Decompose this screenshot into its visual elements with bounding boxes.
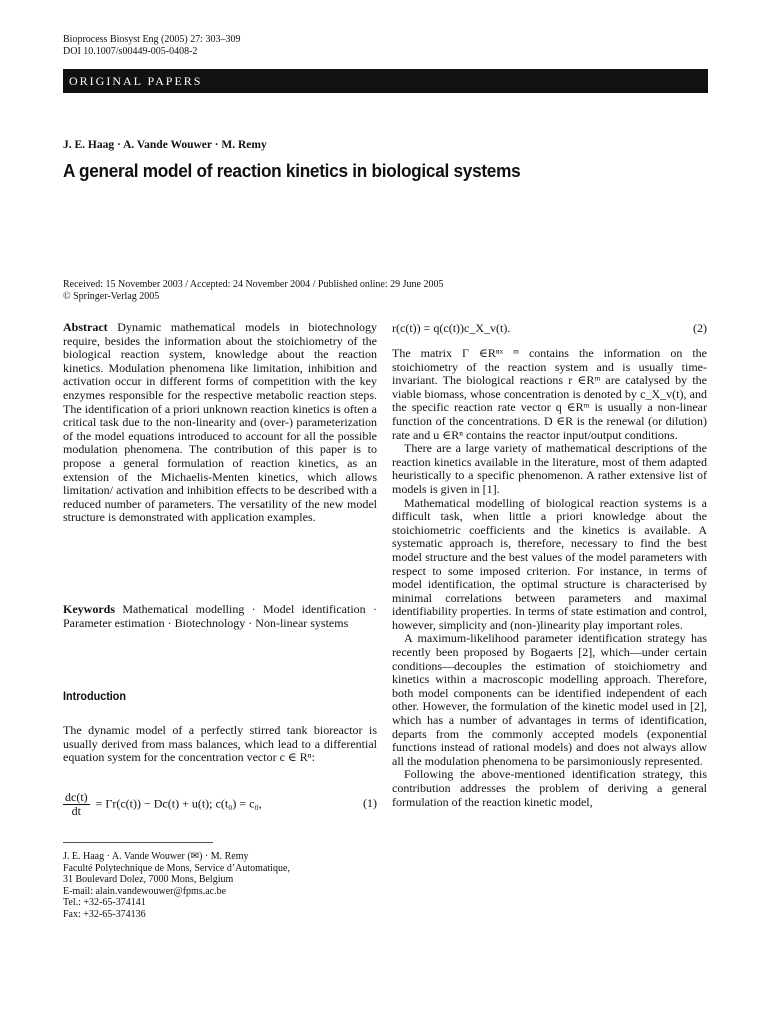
equation-1-numerator: dc(t) [65,790,88,804]
section-banner: ORIGINAL PAPERS [63,69,708,93]
abstract [63,321,377,525]
abstract-text: Dynamic mathematical models in biotechnology require, besides the information about the stoichiometry of the biological reaction system, knowledge about the reaction kinetics. Modulation phenomena like limitation, inhibition and activation occur in different forms of competition with the key enzymes responsible for the respective metabolic reaction steps. The identification of a priori unknown reaction kinetics is often a critical task due to the non-linearity and (over-) parameterization of the model equations introduced to account for all the possible modulation phenomena. The contribution of this paper is to propose a general formulation of reaction kinetics, as an extension of the Michaelis-Menten kinetics, which allows limitation/ activation and inhibition effects to be described with a reduced number of parameters. The versatility of the new model structure is demonstrated with application examples. [63,320,378,525]
copyright-line: © Springer-Verlag 2005 [63,291,160,302]
introduction-paragraph: The dynamic model of a perfectly stirred tank bioreactor is usually derived from mass balances, which lead to a differential equation system for the concentration vector c ∈ Rⁿ: [63,723,377,765]
paragraph-identification: A maximum-likelihood parameter identification strategy has recently been proposed by Bogaerts [2], which—under certain conditions—decouples the estimation of stoichiometry and kinetics within a macroscopic modelling approach. Therefore, both model components can be identified independent of each other. However, the formulation of the kinetic model used in [2], which has a number of advantages in terms of identification, departs from the commonly accepted models (exponential functions instead of rational models) and does not always allow all the modulation phenomena to be parsimoniously represented. [392,631,707,768]
footnote-phone: Tel.: +32-65-374141 [63,897,146,909]
footnote-divider [63,842,213,843]
paper-title: A general model of reaction kinetics in biological systems [63,160,521,181]
dates-line: Received: 15 November 2003 / Accepted: 24 November 2004 / Published online: 29 June 2005 [63,279,444,290]
doi-line: DOI 10.1007/s00449-005-0408-2 [63,46,198,57]
right-column-body [392,347,707,809]
author-affiliation-footnote [63,851,290,921]
paragraph-stoichiometry: The matrix Γ ∈Rⁿˣ ᵐ contains the information on the stoichiometry of the reaction system and is usually time-invariant. The biological reactions r ∈Rᵐ are catalysed by the viable biomass, whose concentration is denoted by c_X_v(t), and the specific reaction rate vector q ∈Rᵐ is usually a non-linear function of the concentrations. D ∈R is the renewal (or dilution) rate and u ∈Rⁿ contains the reactor input/output conditions. [392,346,707,442]
equation-1-body: = Γr(c(t)) − Dc(t) + u(t); c(t₀) = c₀, [95,796,262,811]
keywords-label: Keywords [63,602,115,616]
footnote-email: E-mail: alain.vandewouwer@fpms.ac.be [63,885,227,897]
equation-1-denominator: dt [71,804,81,818]
equation-1-number: (1) [363,796,377,810]
paragraph-contribution: Following the above-mentioned identification strategy, this contribution addresses the problem of deriving a general formulation of the reaction kinetic model, [392,767,707,809]
section-heading-introduction: Introduction [63,689,126,703]
equation-2 [392,322,707,338]
footnote-institution: Faculté Polytechnique de Mons, Service d’Automatique, [63,862,290,874]
equation-2-number: (2) [693,321,707,335]
equation-2-body: r(c(t)) = q(c(t))c_X_v(t). [392,321,511,335]
journal-citation [63,34,241,58]
abstract-label: Abstract [63,320,108,334]
equation-1-fraction [63,791,90,818]
keywords [63,603,377,630]
footnote-address: 31 Boulevard Dolez, 7000 Mons, Belgium [63,874,234,886]
publication-dates [63,279,443,303]
equation-1 [63,791,377,823]
paragraph-literature: There are a large variety of mathematical descriptions of the reaction kinetics available in the literature, most of them adapted heuristically to a specific phenomenon. A rather extensive list of models is given in [1]. [392,441,707,496]
author-list: J. E. Haag · A. Vande Wouwer · M. Remy [63,139,267,151]
paragraph-modelling: Mathematical modelling of biological reaction systems is a difficult task, when little a priori knowledge about the stoichiometric coefficients and the kinetics is available. A systematic approach is, therefore, necessary to find the best model structure and the best values of the model parameters with respect to some imposed criterion. For instance, in terms of model identification, the optimal structure is characterised by minimal correlations between parameters and maximal identifiability properties. In terms of state estimation and control, however, simplicity and (non-)linearity play important roles. [392,495,707,632]
keywords-text: Mathematical modelling · Model identification · Parameter estimation · Biotechnology · Non-linear systems [63,602,377,630]
journal-line: Bioprocess Biosyst Eng (2005) 27: 303–309 [63,34,241,45]
footnote-authors: J. E. Haag · A. Vande Wouwer (✉) · M. Remy [63,851,249,862]
footnote-fax: Fax: +32-65-374136 [63,908,146,920]
